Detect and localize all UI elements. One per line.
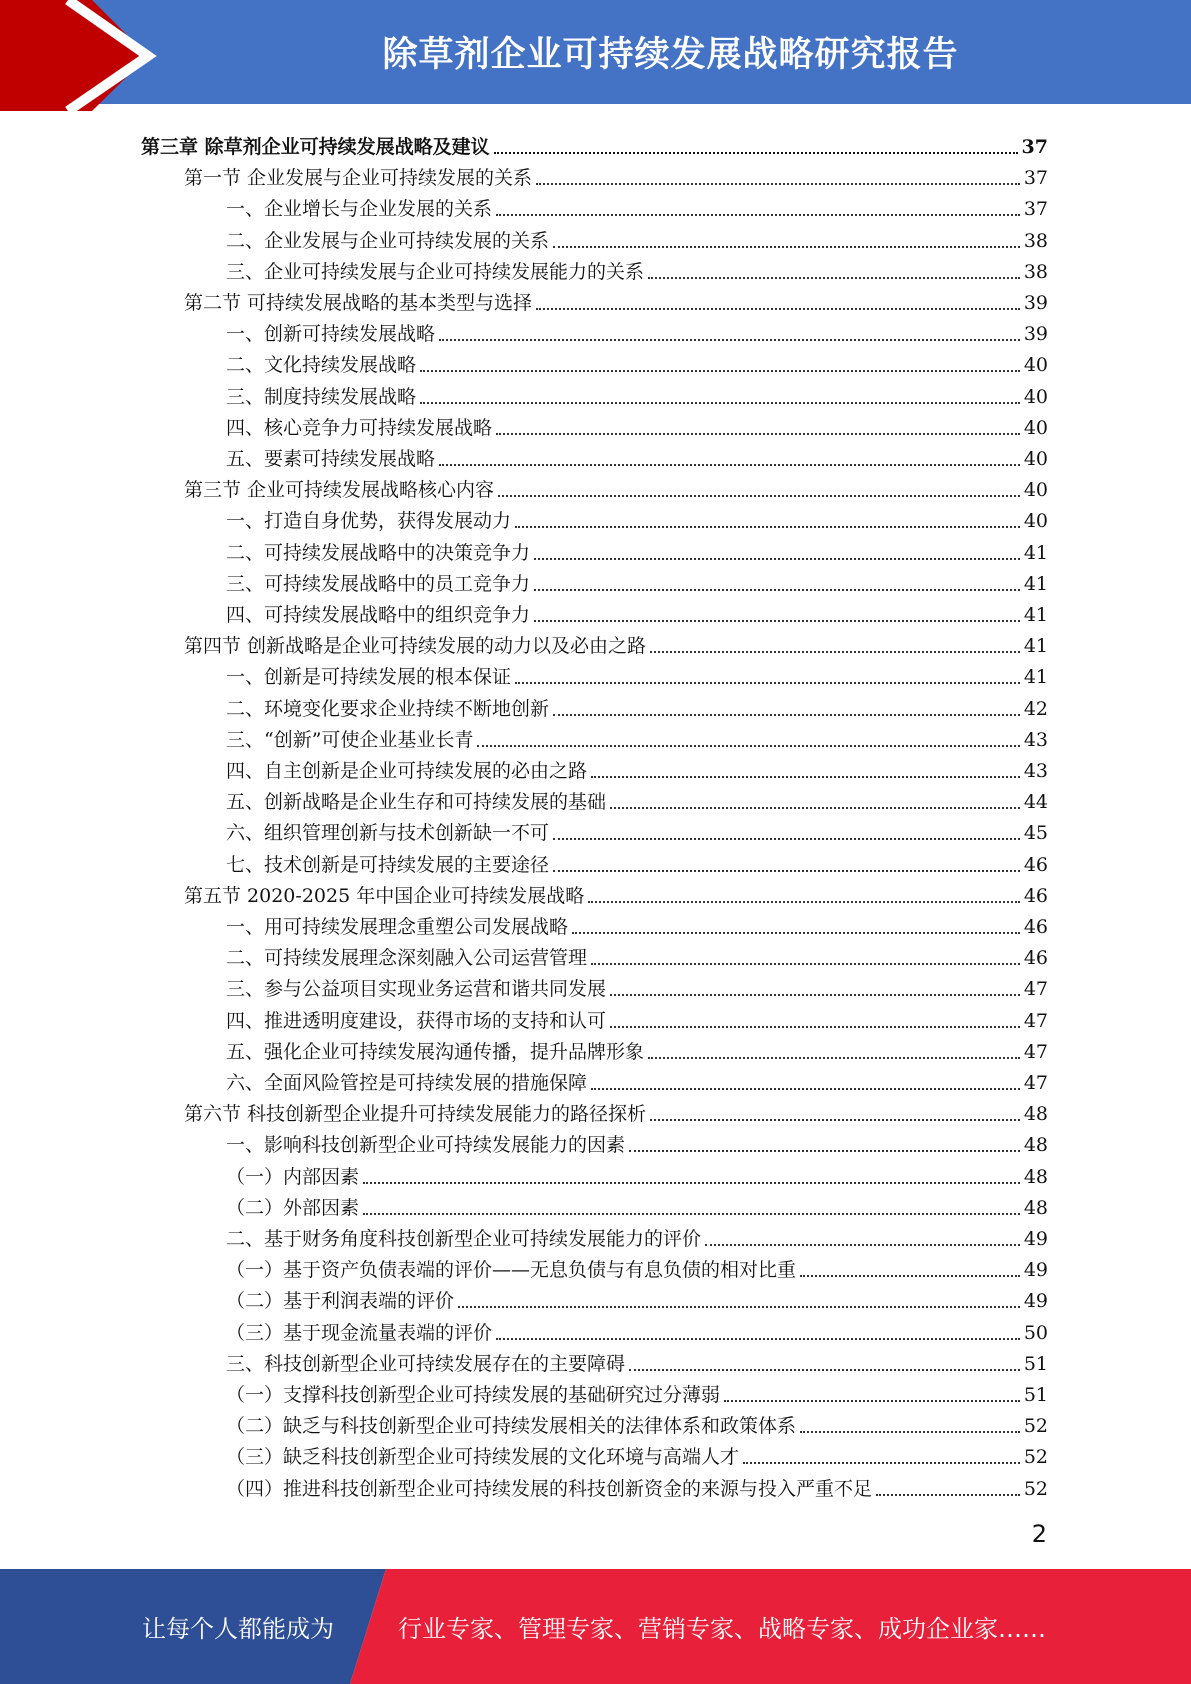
toc-entry[interactable]	[226, 190, 1048, 221]
toc-entry[interactable]	[226, 1033, 1048, 1064]
toc-entry-page: 40	[1023, 510, 1048, 533]
toc-entry-page: 48	[1023, 1165, 1048, 1188]
toc-entry-page: 42	[1023, 697, 1048, 720]
toc-entry-title: 三、可持续发展战略中的员工竞争力	[226, 572, 531, 595]
toc-leader-dots	[588, 901, 1020, 903]
toc-entry-page: 48	[1023, 1103, 1048, 1126]
footer-slogan-left: 让每个人都能成为	[142, 1615, 334, 1643]
toc-entry-page: 40	[1023, 416, 1048, 439]
toc-entry-title: （一）支撑科技创新型企业可持续发展的基础研究过分薄弱	[226, 1384, 721, 1406]
toc-entry-title: （二）缺乏与科技创新型企业可持续发展相关的法律体系和政策体系	[226, 1415, 797, 1438]
toc-entry-title: 第六节 科技创新型企业提升可持续发展能力的路径探析	[184, 1103, 647, 1126]
toc-entry-page: 48	[1023, 1196, 1048, 1219]
toc-entry[interactable]	[226, 939, 1048, 970]
toc-entry[interactable]	[226, 1064, 1048, 1095]
toc-entry[interactable]	[226, 814, 1048, 845]
toc-entry[interactable]	[226, 908, 1048, 939]
toc-entry[interactable]	[226, 1345, 1048, 1376]
toc-leader-dots	[494, 152, 1018, 154]
footer-slogan-right: 行业专家、管理专家、营销专家、战略专家、成功企业家……	[398, 1615, 1046, 1643]
toc-leader-dots	[591, 963, 1020, 965]
toc-leader-dots	[536, 183, 1020, 185]
toc-entry-title: 第一节 企业发展与企业可持续发展的关系	[184, 167, 533, 190]
toc-entry[interactable]	[226, 1126, 1048, 1157]
toc-leader-dots	[363, 1213, 1020, 1215]
toc-leader-dots	[650, 651, 1020, 653]
toc-entry-page: 41	[1023, 572, 1048, 595]
toc-leader-dots	[800, 1431, 1020, 1433]
toc-entry[interactable]	[226, 1470, 1048, 1501]
toc-entry-title: 三、企业可持续发展与企业可持续发展能力的关系	[226, 260, 645, 283]
toc-entry-page: 41	[1023, 604, 1048, 626]
toc-entry-page: 52	[1023, 1415, 1048, 1438]
toc-entry-title: 一、影响科技创新型企业可持续发展能力的因素	[226, 1134, 626, 1157]
toc-leader-dots	[572, 932, 1020, 934]
toc-entry[interactable]	[226, 502, 1048, 533]
toc-leader-dots	[536, 308, 1020, 310]
toc-entry-page: 49	[1023, 1228, 1048, 1250]
toc-entry-title: （一）内部因素	[226, 1165, 360, 1188]
toc-entry-title: 五、强化企业可持续发展沟通传播，提升品牌形象	[226, 1040, 645, 1063]
toc-entry-page: 38	[1023, 229, 1048, 252]
toc-entry-title: 五、创新战略是企业生存和可持续发展的基础	[226, 791, 607, 814]
toc-entry[interactable]	[226, 440, 1048, 471]
toc-entry-page: 46	[1023, 853, 1048, 876]
toc-entry[interactable]	[226, 783, 1048, 814]
toc-entry[interactable]	[226, 1002, 1048, 1033]
toc-leader-dots	[553, 246, 1020, 248]
toc-leader-dots	[629, 1369, 1020, 1371]
toc-leader-dots	[363, 1182, 1020, 1184]
toc-entry-page: 41	[1023, 541, 1048, 564]
toc-entry-page: 40	[1023, 479, 1048, 502]
toc-leader-dots	[648, 1057, 1020, 1059]
toc-entry[interactable]	[226, 378, 1048, 409]
footer-banner	[0, 1569, 1191, 1684]
toc-entry-title: （三）缺乏科技创新型企业可持续发展的文化环境与高端人才	[226, 1446, 740, 1469]
toc-entry-page: 40	[1023, 448, 1048, 470]
toc-entry[interactable]	[226, 752, 1048, 783]
toc-entry-page: 41	[1023, 635, 1048, 658]
toc-entry-title: 二、文化持续发展战略	[226, 354, 417, 377]
toc-leader-dots	[610, 994, 1020, 996]
toc-leader-dots	[800, 1275, 1020, 1277]
toc-entry-title: （三）基于现金流量表端的评价	[226, 1321, 493, 1344]
toc-entry-page: 46	[1023, 916, 1048, 938]
toc-entry-page: 37	[1023, 167, 1048, 190]
toc-leader-dots	[439, 464, 1020, 466]
toc-leader-dots	[876, 1494, 1020, 1496]
toc-entry-page: 48	[1023, 1134, 1048, 1157]
toc-leader-dots	[610, 1026, 1020, 1028]
toc-entry-title: 二、企业发展与企业可持续发展的关系	[226, 229, 550, 252]
toc-leader-dots	[439, 339, 1020, 341]
toc-entry-title: 三、“创新”可使企业基业长青	[226, 728, 474, 751]
toc-leader-dots	[477, 745, 1019, 747]
toc-entry-page: 52	[1023, 1446, 1048, 1469]
toc-leader-dots	[496, 1338, 1020, 1340]
toc-entry-page: 51	[1023, 1384, 1048, 1406]
toc-entry-page: 47	[1023, 1072, 1048, 1094]
toc-entry-page: 40	[1023, 385, 1048, 408]
toc-entry-title: （四）推进科技创新型企业可持续发展的科技创新资金的来源与投入严重不足	[226, 1477, 873, 1500]
toc-leader-dots	[650, 1119, 1020, 1121]
toc-entry-page: 49	[1023, 1259, 1048, 1282]
toc-entry-page: 47	[1023, 978, 1048, 1001]
toc-leader-dots	[498, 495, 1020, 497]
toc-entry-page: 46	[1023, 884, 1048, 907]
toc-leader-dots	[420, 402, 1020, 404]
toc-entry[interactable]	[226, 1220, 1048, 1251]
toc-entry-title: 三、参与公益项目实现业务运营和谐共同发展	[226, 978, 607, 1001]
toc-leader-dots	[591, 776, 1020, 778]
toc-entry[interactable]	[184, 627, 1048, 658]
toc-entry-title: 二、可持续发展理念深刻融入公司运营管理	[226, 947, 588, 970]
toc-entry-page: 40	[1023, 354, 1048, 377]
toc-entry-title: 第三节 企业可持续发展战略核心内容	[184, 479, 495, 502]
toc-leader-dots	[534, 558, 1020, 560]
toc-entry-title: 一、创新是可持续发展的根本保证	[226, 666, 512, 689]
toc-leader-dots	[553, 714, 1020, 716]
toc-entry[interactable]	[184, 471, 1048, 502]
toc-leader-dots	[553, 838, 1020, 840]
toc-entry-title: 七、技术创新是可持续发展的主要途径	[226, 853, 550, 876]
toc-entry-page: 47	[1023, 1009, 1048, 1032]
toc-entry[interactable]	[226, 534, 1048, 565]
toc-leader-dots	[648, 277, 1020, 279]
toc-entry-title: 第三章 除草剂企业可持续发展战略及建议	[141, 136, 490, 158]
toc-entry[interactable]	[226, 596, 1048, 627]
toc-entry-title: 一、用可持续发展理念重塑公司发展战略	[226, 916, 569, 938]
toc-leader-dots	[515, 682, 1020, 684]
toc-entry-title: 第四节 创新战略是企业可持续发展的动力以及必由之路	[184, 635, 647, 658]
toc-entry[interactable]	[226, 315, 1048, 346]
toc-entry-title: 四、推进透明度建设，获得市场的支持和认可	[226, 1009, 607, 1032]
toc-entry-page: 49	[1023, 1290, 1048, 1313]
toc-entry-page: 45	[1023, 822, 1048, 845]
toc-entry-title: 六、全面风险管控是可持续发展的措施保障	[226, 1072, 588, 1094]
toc-entry[interactable]	[226, 846, 1048, 877]
toc-leader-dots	[534, 620, 1020, 622]
toc-entry-title: 六、组织管理创新与技术创新缺一不可	[226, 822, 550, 845]
toc-leader-dots	[496, 214, 1020, 216]
toc-entry-title: 一、创新可持续发展战略	[226, 323, 436, 346]
toc-leader-dots	[705, 1244, 1020, 1246]
toc-entry-title: 三、制度持续发展战略	[226, 385, 417, 408]
toc-entry[interactable]	[226, 690, 1048, 721]
toc-leader-dots	[496, 433, 1020, 435]
toc-entry-title: 二、环境变化要求企业持续不断地创新	[226, 697, 550, 720]
toc-leader-dots	[629, 1150, 1020, 1152]
toc-entry-page: 38	[1023, 260, 1048, 283]
toc-leader-dots	[553, 870, 1020, 872]
toc-entry-page: 51	[1023, 1352, 1048, 1375]
toc-entry[interactable]	[226, 658, 1048, 689]
toc-leader-dots	[743, 1462, 1020, 1464]
document-title: 除草剂企业可持续发展战略研究报告	[382, 35, 959, 75]
toc-entry-page: 39	[1023, 292, 1048, 314]
toc-entry-page: 50	[1023, 1321, 1048, 1344]
toc-entry[interactable]	[226, 409, 1048, 440]
toc-entry-page: 46	[1023, 947, 1048, 970]
toc-entry-title: （二）基于利润表端的评价	[226, 1290, 455, 1313]
toc-entry-title: 二、可持续发展战略中的决策竞争力	[226, 541, 531, 564]
toc-entry-title: 第二节 可持续发展战略的基本类型与选择	[184, 292, 533, 314]
toc-entry[interactable]	[226, 565, 1048, 596]
toc-entry[interactable]	[226, 222, 1048, 253]
toc-entry[interactable]	[226, 1376, 1048, 1407]
toc-entry[interactable]	[184, 284, 1048, 315]
toc-entry-page: 43	[1023, 728, 1048, 751]
toc-entry-title: （二）外部因素	[226, 1196, 360, 1219]
toc-entry-title: 三、科技创新型企业可持续发展存在的主要障碍	[226, 1352, 626, 1375]
toc-entry-page: 43	[1023, 760, 1048, 782]
toc-entry[interactable]	[226, 970, 1048, 1001]
toc-entry[interactable]	[226, 1438, 1048, 1469]
toc-entry[interactable]	[184, 877, 1048, 908]
toc-entry[interactable]	[184, 1095, 1048, 1126]
toc-entry-title: （一）基于资产负债表端的评价——无息负债与有息负债的相对比重	[226, 1259, 797, 1282]
toc-entry[interactable]	[226, 1251, 1048, 1282]
toc-entry[interactable]	[226, 721, 1048, 752]
toc-entry-page: 52	[1023, 1477, 1048, 1500]
toc-entry-title: 一、打造自身优势，获得发展动力	[226, 510, 512, 533]
toc-entry-page: 47	[1023, 1040, 1048, 1063]
toc-entry-page: 44	[1023, 791, 1048, 814]
toc-entry-page: 41	[1023, 666, 1048, 689]
toc-entry[interactable]	[226, 346, 1048, 377]
toc-leader-dots	[724, 1400, 1020, 1402]
toc-leader-dots	[591, 1088, 1020, 1090]
toc-entry-title: 五、要素可持续发展战略	[226, 448, 436, 470]
toc-entry[interactable]	[226, 1189, 1048, 1220]
toc-entry-title: 一、企业增长与企业发展的关系	[226, 198, 493, 221]
toc-entry[interactable]	[226, 1158, 1048, 1189]
toc-entry-page: 39	[1023, 323, 1048, 346]
toc-leader-dots	[458, 1306, 1020, 1308]
toc-entry-title: 四、可持续发展战略中的组织竞争力	[226, 604, 531, 626]
toc-entry-title: 二、基于财务角度科技创新型企业可持续发展能力的评价	[226, 1228, 702, 1250]
toc-entry[interactable]	[184, 159, 1048, 190]
toc-entry-page: 37	[1021, 136, 1048, 158]
toc-entry[interactable]	[226, 1314, 1048, 1345]
toc-leader-dots	[534, 589, 1020, 591]
toc-entry-title: 四、自主创新是企业可持续发展的必由之路	[226, 760, 588, 782]
toc-leader-dots	[610, 807, 1020, 809]
page-number: 2	[1031, 1520, 1047, 1548]
toc-entry-title: 第五节 2020-2025 年中国企业可持续发展战略	[184, 884, 585, 907]
toc-entry-title: 四、核心竞争力可持续发展战略	[226, 416, 493, 439]
header-banner	[0, 0, 1191, 111]
toc-entry[interactable]	[141, 128, 1048, 159]
toc-entry[interactable]	[226, 1407, 1048, 1438]
toc-leader-dots	[515, 526, 1020, 528]
toc-entry[interactable]	[226, 253, 1048, 284]
toc-leader-dots	[420, 370, 1020, 372]
toc-entry[interactable]	[226, 1282, 1048, 1313]
toc-entry-page: 37	[1023, 198, 1048, 221]
